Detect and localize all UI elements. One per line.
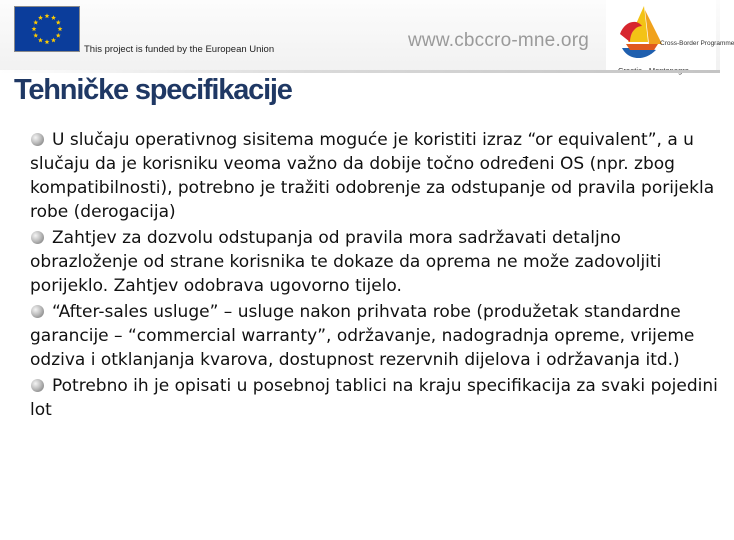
slide-header — [0, 0, 734, 72]
bullet-sphere-icon — [31, 231, 44, 244]
bullet-text: “After-sales usluge” – usluge nakon prihvata robe (produžetak standardne garancije – “commercial warranty”, održavanje, nadogradnja opreme, vrijeme odziva i otklanjanja kvarova, dostupnost rezervnih dijelova i održavanja itd.) — [30, 302, 695, 370]
bullet-text: U slučaju operativnog sisitema moguće je koristiti izraz “or equivalent”, a u slučaju da je korisniku veoma važno da dobije točno određeni OS (npr. zbog kompatibilnosti), potrebno je tražiti odobrenje za odstupanje od pravila porijekla robe (derogacija) — [30, 130, 715, 222]
eu-flag-icon — [14, 6, 80, 52]
eu-star — [51, 15, 56, 20]
eu-star — [33, 33, 38, 38]
eu-star — [38, 15, 43, 20]
bullet-sphere-icon — [31, 133, 44, 146]
eu-star — [56, 20, 61, 25]
bullet-list — [30, 128, 718, 424]
bullet-text: Potrebno ih je opisati u posebnoj tablici na kraju specifikacija za svaki pojedini lot — [30, 376, 718, 420]
bullet-item — [30, 226, 718, 298]
bullet-text: Zahtjev za dozvolu odstupanja od pravila mora sadržavati detaljno obrazloženje od strane korisnika te dokaze da oprema ne može zadovoljiti porijeklo. Zahtjev odobrava ugovorno tijelo. — [30, 228, 662, 296]
programme-label: Cross-Border Programme — [660, 40, 734, 47]
website-url: www.cbccro-mne.org — [408, 30, 589, 51]
eu-funding-caption: This project is funded by the European Union — [84, 44, 275, 55]
bullet-sphere-icon — [31, 305, 44, 318]
header-divider — [0, 70, 720, 73]
eu-star — [58, 26, 63, 31]
bullet-item — [30, 128, 718, 224]
eu-star — [33, 20, 38, 25]
bullet-item — [30, 374, 718, 422]
bullet-item — [30, 300, 718, 372]
bullet-sphere-icon — [31, 379, 44, 392]
eu-star — [38, 38, 43, 43]
eu-star — [56, 33, 61, 38]
cross-border-logo-icon — [606, 0, 734, 78]
eu-star — [45, 39, 50, 44]
eu-star — [51, 38, 56, 43]
eu-star — [32, 26, 37, 31]
slide-title: Tehničke specifikacije — [14, 74, 292, 106]
eu-star — [45, 13, 50, 18]
